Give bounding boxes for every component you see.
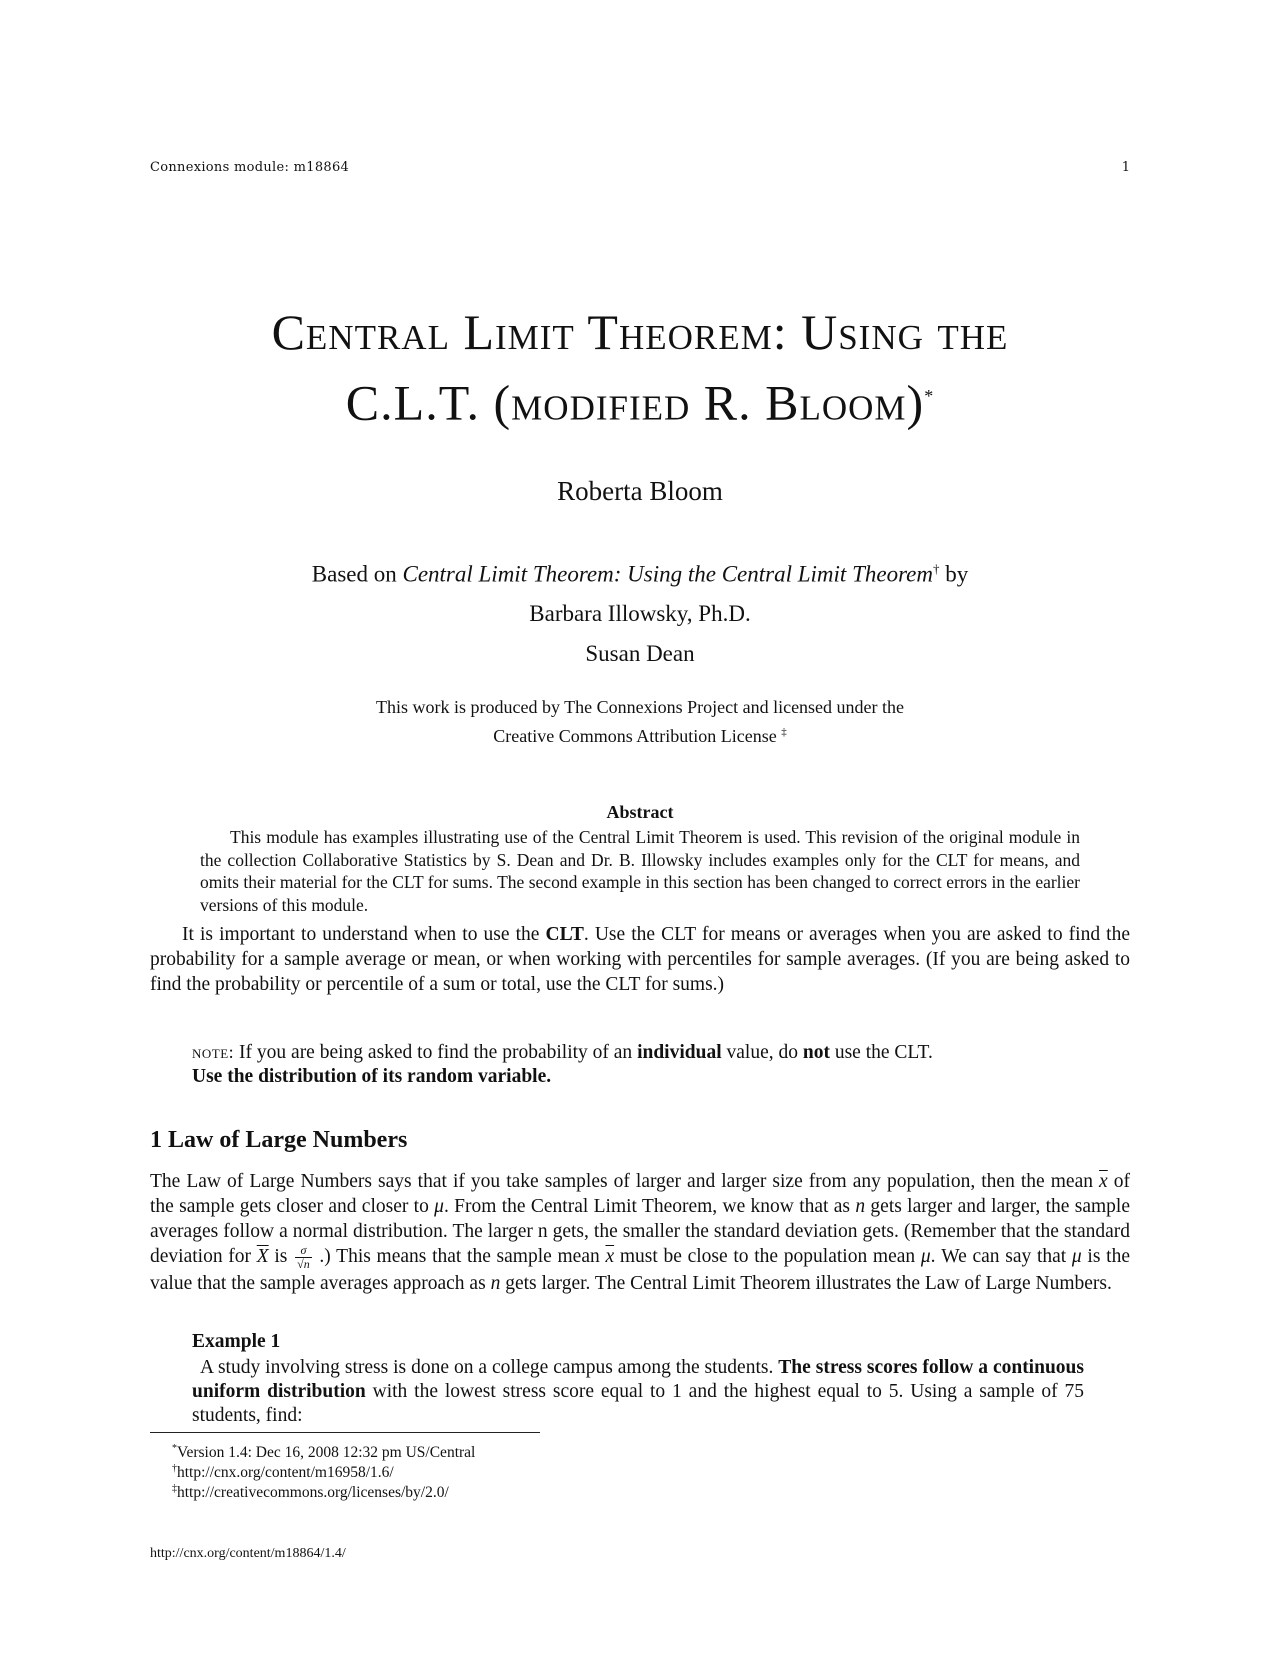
abstract-body: This module has examples illustrating use of the Central Limit Theorem is used. This revision of the original module in the collection Collaborative Statistics by S. Dean and Dr. B. Illowsky includes examples only for the CLT for means, and omits their material for the CLT for sums. The second example in this section has been changed to correct errors in the earlier versions of this module. bbox=[200, 827, 1080, 915]
note-text-2: value, do bbox=[721, 1042, 803, 1063]
note-bold-instruction: Use the distribution of its random variable. bbox=[192, 1066, 552, 1087]
title-footnote-marker[interactable]: * bbox=[924, 386, 935, 406]
footnote-1-marker: * bbox=[172, 1443, 177, 1454]
license-line-1: This work is produced by The Connexions Project and licensed under the bbox=[375, 697, 905, 717]
math-xbar: $\overline{x}$ bbox=[605, 1246, 615, 1267]
based-on-prefix: Based on bbox=[311, 561, 403, 587]
document-title bbox=[0, 300, 1280, 435]
lln-text-10: gets larger. The Central Limit Theorem illustrates the Law of Large Numbers. bbox=[500, 1273, 1112, 1295]
section-heading-law-of-large-numbers: 1 Law of Large Numbers bbox=[150, 1127, 408, 1153]
lln-text-8: . We can say that bbox=[930, 1246, 1072, 1267]
note-text-1: If you are being asked to find the probability of an bbox=[234, 1042, 638, 1063]
original-author-2: Susan Dean bbox=[585, 641, 695, 666]
based-on-footnote-marker[interactable]: † bbox=[932, 561, 940, 576]
footnote-divider bbox=[150, 1432, 540, 1433]
title-line-2: C.L.T. (modified R. Bloom) bbox=[345, 374, 925, 431]
license-footnote-marker[interactable]: ‡ bbox=[781, 726, 787, 738]
based-on-suffix: by bbox=[939, 561, 969, 587]
example-1-bold: The stress scores follow a continuous uniform distribution bbox=[192, 1357, 1084, 1402]
math-n: n bbox=[490, 1273, 501, 1295]
note-bold-individual: individual bbox=[637, 1042, 722, 1063]
frac-denominator: √n bbox=[297, 1257, 310, 1272]
footnote-2-link[interactable]: http://cnx.org/content/m16958/1.6/ bbox=[177, 1464, 394, 1482]
license-line-2: Creative Commons Attribution License bbox=[493, 726, 782, 746]
original-author-1: Barbara Illowsky, Ph.D. bbox=[529, 601, 751, 626]
footnote-1-text: Version 1.4: Dec 16, 2008 12:32 pm US/Central bbox=[177, 1444, 476, 1462]
intro-bold-clt: CLT bbox=[545, 924, 584, 945]
math-n: n bbox=[855, 1196, 866, 1217]
abstract-heading: Abstract bbox=[606, 802, 674, 822]
note-box bbox=[192, 1040, 1092, 1089]
based-on-work-title: Central Limit Theorem: Using the Central Limit Theorem bbox=[402, 561, 933, 587]
based-on-line bbox=[0, 561, 1280, 588]
lln-text-2: of the sample gets closer and closer to bbox=[150, 1171, 1130, 1217]
lln-text-6: .) This means that the sample mean bbox=[313, 1246, 606, 1267]
math-sigma-over-sqrt-n bbox=[295, 1244, 312, 1271]
lln-text-1: The Law of Large Numbers says that if you take samples of larger and larger size from any population, then the mean bbox=[150, 1171, 1100, 1192]
example-1-text-2: with the lowest stress score equal to 1 and the highest equal to 5. Using a sample of 75 students, find: bbox=[192, 1381, 1084, 1426]
footnote-3-marker: ‡ bbox=[172, 1483, 177, 1494]
intro-paragraph bbox=[150, 922, 1130, 997]
page-number: 1 bbox=[1121, 160, 1130, 175]
lln-text-9: is the value that the sample averages approach as bbox=[150, 1246, 1130, 1295]
law-of-large-numbers-paragraph bbox=[150, 1169, 1130, 1296]
intro-text-1: It is important to understand when to use the bbox=[182, 924, 546, 945]
math-capital-xbar: $\overline{X}$ bbox=[256, 1246, 269, 1267]
math-mu: μ bbox=[1071, 1246, 1082, 1267]
math-mu: μ bbox=[434, 1196, 444, 1217]
footnote-3 bbox=[172, 1479, 449, 1503]
lln-text-7: must be close to the population mean bbox=[614, 1246, 921, 1267]
running-header: Connexions module: m18864 bbox=[150, 160, 350, 175]
title-line-1: Central Limit Theorem: Using the bbox=[271, 304, 1009, 360]
math-mu: μ bbox=[920, 1246, 931, 1267]
lln-text-5: is bbox=[268, 1246, 294, 1267]
note-bold-not: not bbox=[802, 1042, 830, 1063]
frac-numerator: σ bbox=[295, 1244, 312, 1258]
license-statement bbox=[0, 695, 1280, 749]
footnote-2-marker: † bbox=[172, 1463, 177, 1474]
lln-text-3: . From the Central Limit Theorem, we know that as bbox=[443, 1196, 856, 1217]
footnote-3-link[interactable]: http://creativecommons.org/licenses/by/2.0/ bbox=[177, 1484, 449, 1502]
example-1-text-1: A study involving stress is done on a college campus among the students. bbox=[200, 1357, 779, 1378]
author-name: Roberta Bloom bbox=[557, 476, 723, 506]
intro-text-2: . Use the CLT for means or averages when you are asked to find the probability for a sample average or mean, or when working with percentiles for sample averages. (If you are being asked to find the probability or percentile of a sum or total, use the CLT for sums.) bbox=[150, 924, 1130, 995]
lln-text-4: gets larger and larger, the sample averages follow a normal distribution. The larger n gets, the smaller the standard deviation gets. (Remember that the standard deviation for bbox=[150, 1196, 1130, 1267]
example-1-heading: Example 1 bbox=[192, 1331, 281, 1352]
example-1-body bbox=[192, 1356, 1084, 1428]
note-label: note: bbox=[192, 1042, 235, 1062]
footer-url[interactable]: http://cnx.org/content/m18864/1.4/ bbox=[150, 1546, 346, 1561]
note-text-3: use the CLT. bbox=[829, 1042, 933, 1063]
math-xbar: $\overline{x}$ bbox=[1099, 1171, 1108, 1192]
